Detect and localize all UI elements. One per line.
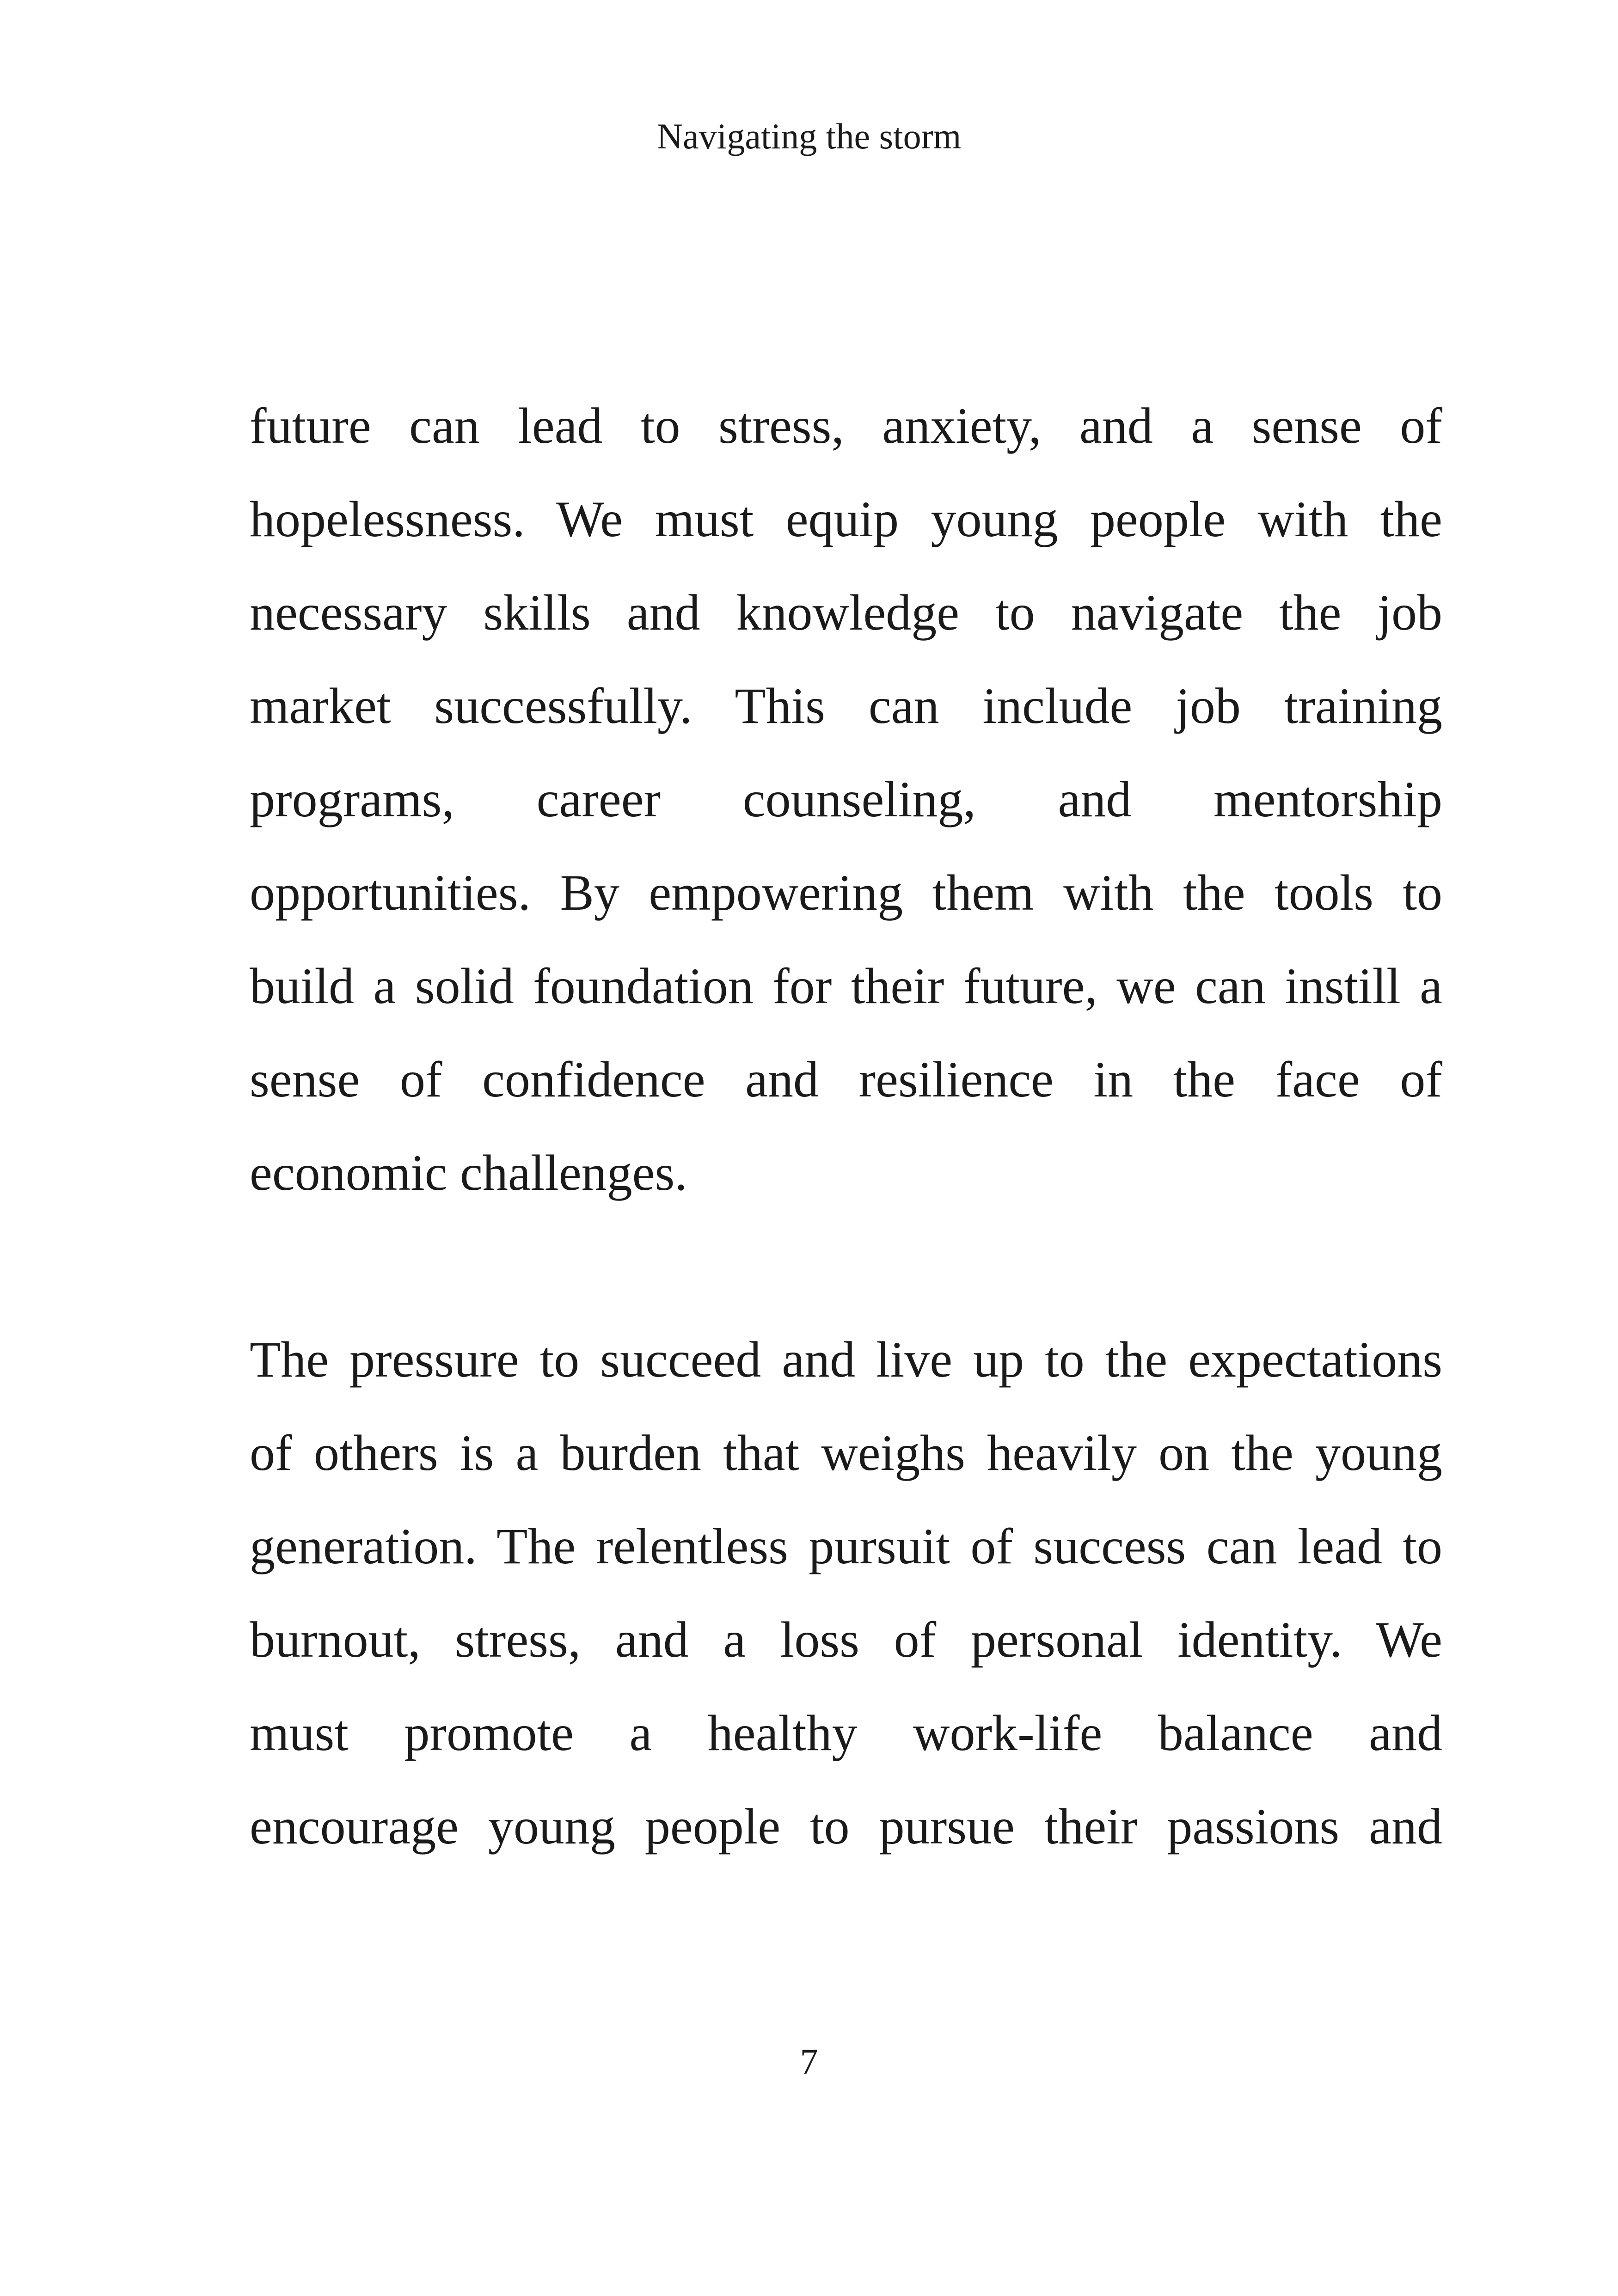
paragraph <box>250 1313 1442 1873</box>
text-line: future can lead to stress, anxiety, and a sense of <box>250 398 1442 454</box>
text-line: generation. The relentless pursuit of success can lead to <box>250 1518 1442 1574</box>
text-line: opportunities. By empowering them with the tools to <box>250 864 1442 921</box>
text-line: necessary skills and knowledge to navigate the job <box>250 584 1442 641</box>
paragraph <box>250 379 1442 1219</box>
body-text <box>250 379 1442 1873</box>
text-line: economic challenges. <box>250 1145 687 1201</box>
text-line: sense of confidence and resilience in the face of <box>250 1051 1442 1108</box>
text-line: market successfully. This can include job training <box>250 678 1442 734</box>
text-line: hopelessness. We must equip young people with the <box>250 491 1442 547</box>
text-line: programs, career counseling, and mentorship <box>250 771 1442 827</box>
text-line: encourage young people to pursue their passions and <box>250 1798 1442 1855</box>
text-line: The pressure to succeed and live up to the expectations <box>250 1331 1442 1388</box>
running-header: Navigating the storm <box>656 116 962 156</box>
text-line: build a solid foundation for their future, we can instill a <box>250 958 1442 1014</box>
text-line: must promote a healthy work-life balance and <box>250 1705 1442 1761</box>
page-number: 7 <box>800 2041 818 2082</box>
text-line: burnout, stress, and a loss of personal identity. We <box>250 1611 1442 1668</box>
text-line: of others is a burden that weighs heavily on the young <box>250 1425 1442 1481</box>
